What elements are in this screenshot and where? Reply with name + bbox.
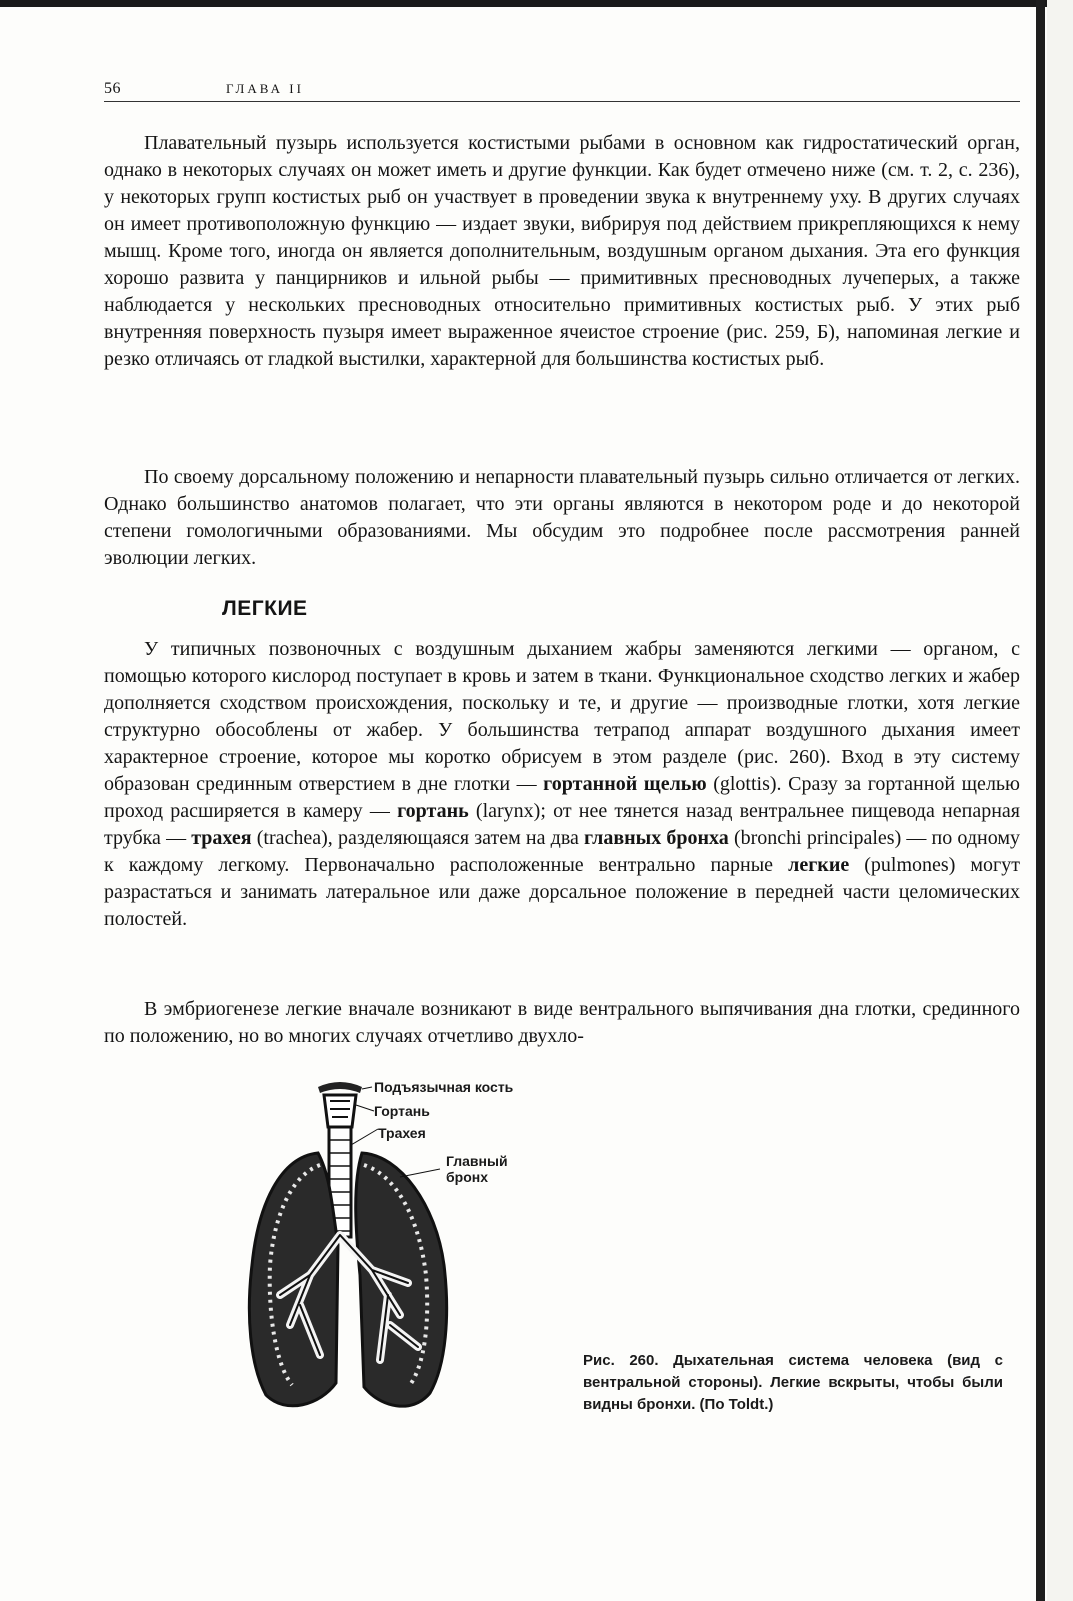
term-trachea: трахея [191, 827, 252, 849]
scan-right-edge [1036, 0, 1045, 1601]
paragraph-swim-bladder [104, 130, 1020, 373]
text-run: (bronchi principales) — по одному к каждому легкому. Первоначально расположенные вентрально парные [104, 827, 1020, 876]
paragraph-lungs-structure [104, 636, 1020, 933]
header-rule [104, 101, 1020, 102]
figure-respiratory-system [240, 1065, 560, 1445]
paragraph-text: Плавательный пузырь используется костистыми рыбами в основном как гидростатический орган, однако в некоторых случаях он может иметь и другие функции. Как будет отмечено ниже (см. т. 2, с. 236), у некоторых групп костистых рыб он участвует в проведении звука к внутреннему уху. В других случаях он имеет противоположную функцию — издает звуки, вибрируя под действием прикрепляющихся к нему мышц. Кроме того, иногда он является дополнительным, воздушным органом дыхания. Эта его функция хорошо развита у панцирников и ильной рыбы — примитивных пресноводных лучеперых, а также наблюдается у нескольких пресноводных относительно примитивных костистых рыб. У этих рыб внутренняя поверхность пузыря имеет выраженное ячеистое строение (рис. 259, Б), напоминая легкие и резко отличаясь от гладкой выстилки, характерной для большинства костистых рыб. [104, 132, 1020, 370]
figure-caption: Рис. 260. Дыхательная система человека (вид с вентральной стороны). Легкие вскрыты, чтобы были видны бронхи. (По Toldt.) [583, 1352, 1003, 1413]
paragraph-swim-bladder-vs-lungs [104, 464, 1020, 572]
label-trachea: Трахея [378, 1125, 426, 1141]
text-run: (larynx); от нее тянется назад вентральнее пищевода непарная трубка — [104, 800, 1020, 849]
lungs-illustration [240, 1065, 560, 1445]
larynx-drawing [324, 1095, 356, 1127]
paragraph-embryogenesis [104, 996, 1020, 1050]
text-run: (pulmones) могут разрастаться и занимать латеральное или даже дорсальное положение в передней части целомических полостей. [104, 854, 1020, 930]
label-larynx: Гортань [374, 1103, 430, 1119]
right-lung-drawing [249, 1153, 338, 1406]
section-title: ЛЕГКИЕ [222, 597, 308, 620]
label-main-bronchus-line1: Главный [446, 1153, 508, 1169]
scan-top-border [0, 0, 1073, 7]
scan-right-margin [1047, 0, 1073, 1601]
label-main-bronchus-line2: бронх [446, 1169, 488, 1185]
term-lungs: легкие [788, 854, 850, 876]
term-glottis: гортанной щелью [543, 773, 707, 795]
text-run: (glottis). Сразу за гортанной щелью проход расширяется в камеру — [104, 773, 1020, 822]
chapter-heading: ГЛАВА II [226, 81, 304, 96]
page-number: 56 [104, 80, 121, 97]
hyoid-bone-drawing [318, 1082, 362, 1093]
paragraph-text [104, 636, 1020, 933]
text-run: У типичных позвоночных с воздушным дыханием жабры заменяются легкими — органом, с помощью которого кислород поступает в кровь и затем в ткани. Функциональное сходство легких и жабер дополняется сходством происхождения, поскольку и те, и другие — производные глотки, хотя легкие структурно обособлены от жабер. У большинства тетрапод аппарат воздушного дыхания имеет характерное строение, которое мы коротко обрисуем в этом разделе (рис. 260). Вход в эту систему образован срединным отверстием в дне глотки — [104, 638, 1020, 795]
term-main-bronchi: главных бронха [584, 827, 729, 849]
label-hyoid-bone: Подъязычная кость [374, 1079, 514, 1095]
paragraph-text: В эмбриогенезе легкие вначале возникают в виде вентрального выпячивания дна глотки, срединного по положению, но во многих случаях отчетливо двухло- [104, 998, 1020, 1047]
term-larynx: гортань [397, 800, 469, 822]
paragraph-text: По своему дорсальному положению и непарности плавательный пузырь сильно отличается от легких. Однако большинство анатомов полагает, что эти органы являются в некотором роде и до некоторой степени гомологичными образованиями. Мы обсудим это подробнее после рассмотрения ранней эволюции легких. [104, 466, 1020, 569]
text-run: (trachea), разделяющаяся затем на два [251, 827, 585, 849]
